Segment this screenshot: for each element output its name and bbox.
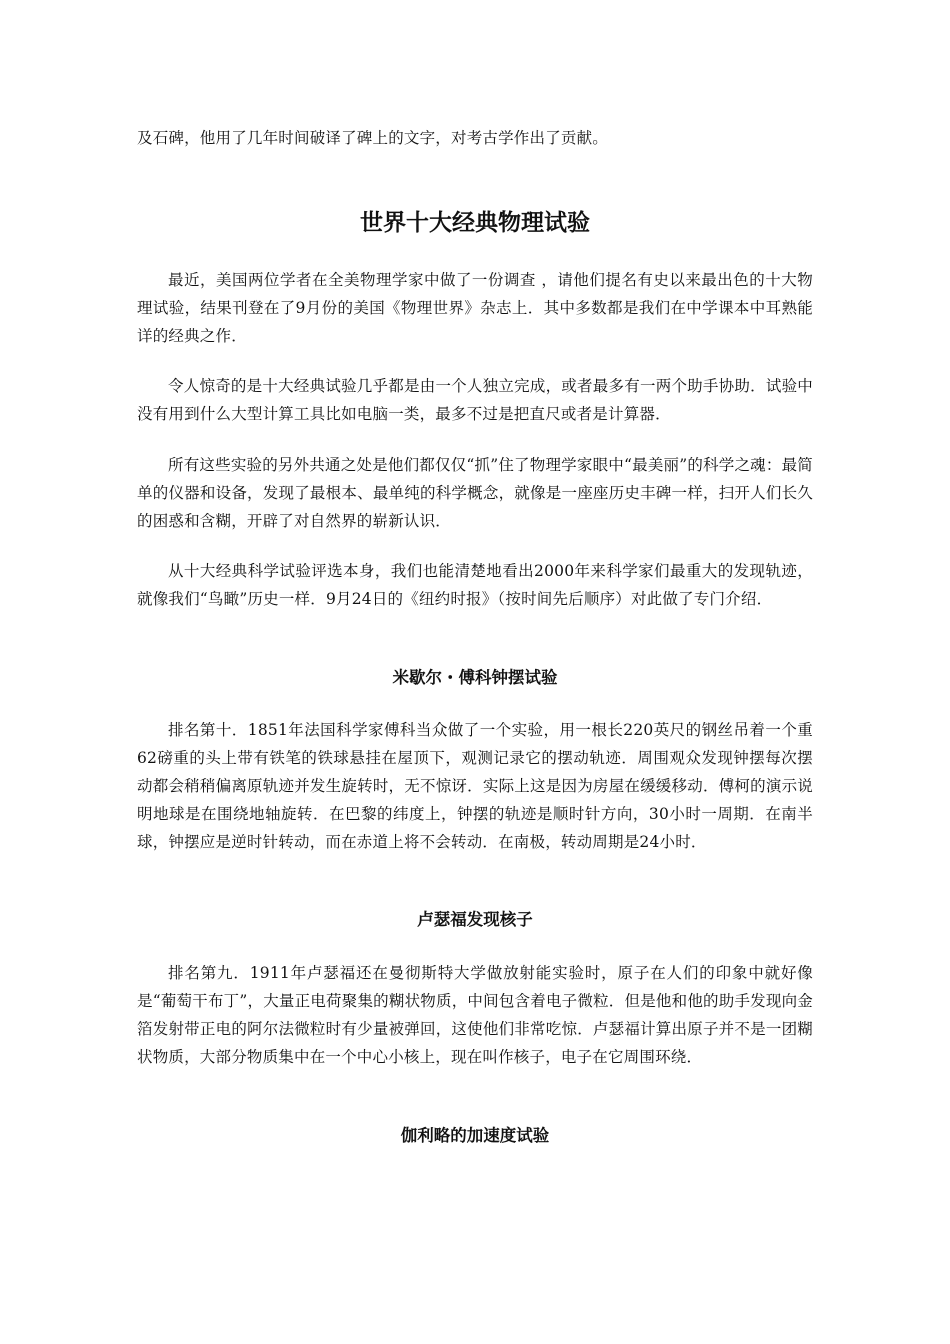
intro-paragraph-4: 从十大经典科学试验评选本身，我们也能清楚地看出2000年来科学家们最重大的发现轨迹，就像我们“鸟瞰”历史一样．9月24日的《纽约时报》（按时间先后顺序）对此做了专门介绍． [137, 562, 813, 608]
continuation-paragraph: 及石碑，他用了几年时间破译了碑上的文字，对考古学作出了贡献。 [137, 129, 609, 147]
intro-paragraph-2: 令人惊奇的是十大经典试验几乎都是由一个人独立完成，或者最多有一两个助手协助．试验中没有用到什么大型计算工具比如电脑一类，最多不过是把直尺或者是计算器． [137, 377, 813, 423]
section-body-foucault: 排名第十．1851年法国科学家傅科当众做了一个实验，用一根长220英尺的钢丝吊着一个重62磅重的头上带有铁笔的铁球悬挂在屋顶下，观测记录它的摆动轨迹．周围观众发现钟摆每次摆动都会稍稍偏离原轨迹并发生旋转时，无不惊讶．实际上这是因为房屋在缓缓移动．傅柯的演示说明地球是在围绕地轴旋转．在巴黎的纬度上，钟摆的轨迹是顺时针方向，30小时一周期．在南半球，钟摆应是逆时针转动，而在赤道上将不会转动．在南极，转动周期是24小时． [137, 721, 813, 851]
section-heading-rutherford: 卢瑟福发现核子 [417, 910, 533, 929]
section-body-rutherford: 排名第九．1911年卢瑟福还在曼彻斯特大学做放射能实验时，原子在人们的印象中就好像是“葡萄干布丁”，大量正电荷聚集的糊状物质，中间包含着电子微粒．但是他和他的助手发现向金箔发射带正电的阿尔法微粒时有少量被弹回，这使他们非常吃惊．卢瑟福计算出原子并不是一团糊状物质，大部分物质集中在一个中心小核上，现在叫作核子，电子在它周围环绕． [137, 964, 813, 1066]
intro-paragraph-1: 最近，美国两位学者在全美物理学家中做了一份调查 ，请他们提名有史以来最出色的十大物理试验，结果刊登在了9月份的美国《物理世界》杂志上．其中多数都是我们在中学课本中耳熟能详的经典之作． [137, 271, 813, 345]
section-heading-galileo: 伽利略的加速度试验 [400, 1126, 550, 1145]
article-title: 世界十大经典物理试验 [360, 210, 590, 236]
intro-paragraph-3: 所有这些实验的另外共通之处是他们都仅仅“抓”住了物理学家眼中“最美丽”的科学之魂：最简单的仪器和设备，发现了最根本、最单纯的科学概念，就像是一座座历史丰碑一样，扫开人们长久的困惑和含糊，开辟了对自然界的崭新认识． [137, 456, 813, 530]
section-heading-foucault: 米歇尔・傅科钟摆试验 [392, 668, 558, 687]
